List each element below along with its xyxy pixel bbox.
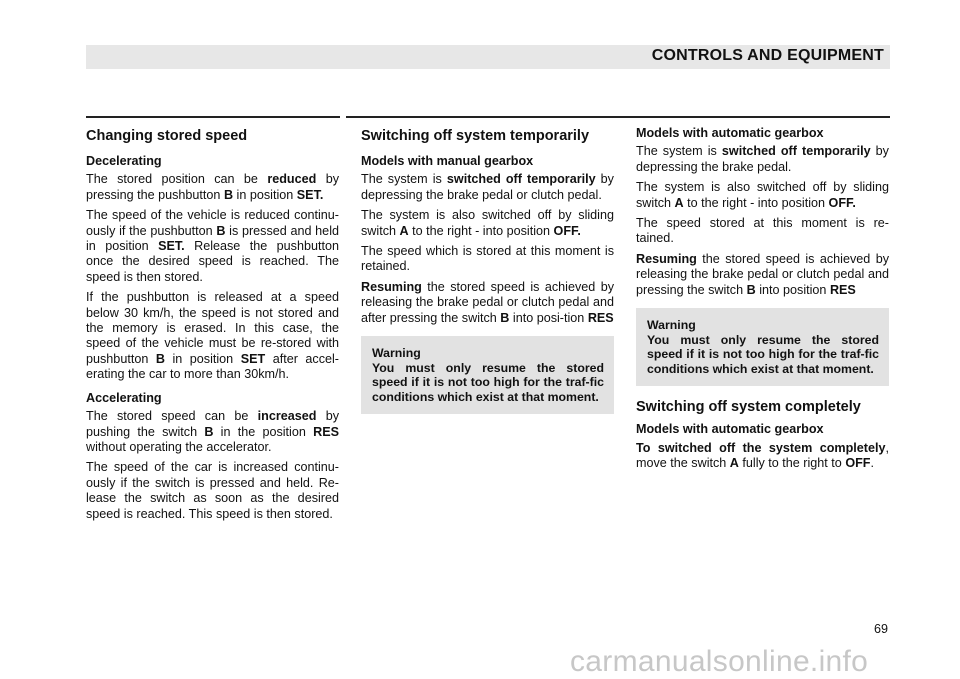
heading-switching-off-completely: Switching off system completely xyxy=(636,399,861,416)
heading-switching-off-temporarily: Switching off system temporarily xyxy=(361,128,590,144)
section-title: CONTROLS AND EQUIPMENT xyxy=(651,47,884,64)
paragraph: If the pushbutton is released at a speed below 30 km/h, the speed is not stored and the memory is erased. In this case, the speed of the vehicle must be re-stored with pushbutton B in position SET after accel-erating the car to more than 30km/h. xyxy=(86,290,339,382)
watermark: carmanualsonline.info xyxy=(570,645,869,678)
paragraph: The system is also switched off by sliding switch A to the right - into position OFF. xyxy=(361,208,614,238)
subheading-accelerating: Accelerating xyxy=(86,390,162,405)
column-rule-1 xyxy=(86,116,340,118)
warning-text: You must only resume the stored speed if it is not too high for the traf-fic conditions which exist at that moment. xyxy=(647,332,879,376)
page-number: 69 xyxy=(873,622,888,636)
heading-changing-stored-speed: Changing stored speed xyxy=(86,128,248,144)
warning-box xyxy=(636,308,889,386)
paragraph: Resuming the stored speed is achieved by releasing the brake pedal or clutch pedal and pressing the switch B into position RES xyxy=(636,251,889,297)
subheading-manual-gearbox: Models with manual gearbox xyxy=(361,154,534,168)
column-changing-stored-speed xyxy=(86,124,339,527)
paragraph: The speed of the vehicle is reduced continu-ously if the pushbutton B is pressed and held in position SET. Release the pushbutton once the desired speed is reached. The speed is then stored. xyxy=(86,208,339,284)
subheading-automatic-gearbox-2: Models with automatic gearbox xyxy=(636,422,824,437)
paragraph: The system is switched off temporarily by depressing the brake pedal. xyxy=(636,144,889,174)
warning-text: You must only resume the stored speed if it is not too high for the traf-fic conditions which exist at that moment. xyxy=(372,360,604,404)
header-bar xyxy=(86,45,890,69)
paragraph: The system is switched off temporarily by depressing the brake pedal or clutch pedal. xyxy=(361,172,614,202)
column-automatic-gearbox xyxy=(636,124,889,477)
subheading-automatic-gearbox: Models with automatic gearbox xyxy=(636,126,824,140)
paragraph: To switched off the system completely, move the switch A fully to the right to OFF. xyxy=(636,440,889,471)
warning-title: Warning xyxy=(647,318,696,333)
column-rule-2 xyxy=(346,116,890,118)
column-switching-off-temporarily xyxy=(361,124,614,424)
paragraph: The stored speed can be increased by pushing the switch B in the position RES without operating the accelerator. xyxy=(86,409,340,454)
paragraph: The stored position can be reduced by pressing the pushbutton B in position SET. xyxy=(86,172,339,202)
paragraph: The system is also switched off by sliding switch A to the right - into position OFF. xyxy=(636,180,889,210)
paragraph: The speed which is stored at this moment is retained. xyxy=(361,244,614,274)
paragraph: The speed stored at this moment is re-tained. xyxy=(636,216,889,246)
paragraph: Resuming the stored speed is achieved by releasing the brake pedal or clutch pedal and after pressing the switch B into posi-tion RES xyxy=(361,279,614,325)
warning-title: Warning xyxy=(372,346,421,361)
subheading-decelerating: Decelerating xyxy=(86,154,162,168)
warning-box xyxy=(361,336,614,414)
paragraph: The speed of the car is increased continu-ously if the switch is pressed and held. Re-lease the switch as soon as the desired speed is reached. This speed is then stored. xyxy=(86,460,339,521)
